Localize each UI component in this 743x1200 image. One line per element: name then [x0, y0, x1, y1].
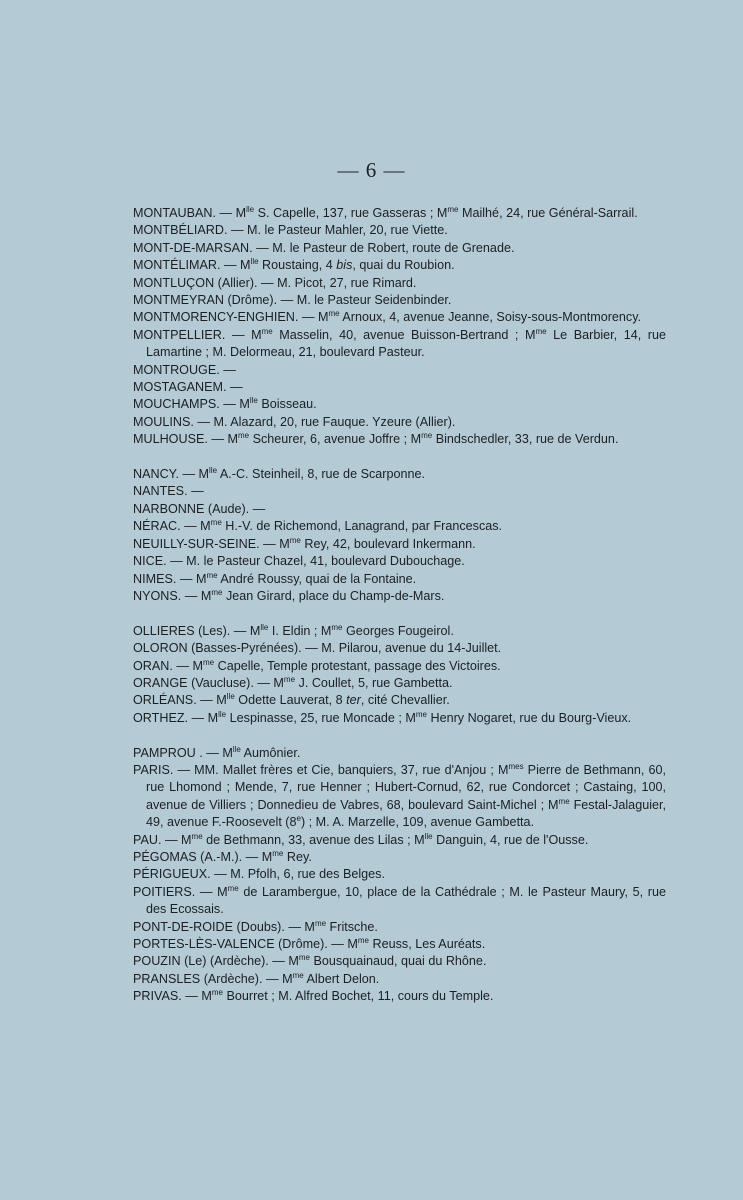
directory-entry: PÉRIGUEUX. — M. Pfolh, 6, rue des Belges.: [133, 867, 385, 882]
directory-entry: ORLÉANS. — $M^{lle}$ Odette Lauverat, 8 ter, cité Chevallier.: [133, 692, 450, 708]
directory-entry: PRANSLES (Ardèche). — $M^{me}$ Albert Delon.: [133, 970, 380, 986]
directory-entry: NIMES. — $M^{me}$ André Roussy, quai de la Fontaine.: [133, 570, 417, 586]
directory-entry: OLORON (Basses-Pyrénées). — M. Pilarou, avenue du 14-Juillet.: [133, 641, 502, 656]
directory-entry: POITIERS. — $M^{me}$ de Larambergue, 10, place de la Cathédrale ; M. le Pasteur Maury, 5, rue des Ecossais.: [133, 883, 666, 917]
directory-entry: MONTLUÇON (Allier). — M. Picot, 27, rue Rimard.: [133, 275, 417, 290]
directory-entry: POUZIN (Le) (Ardèche). — $M^{me}$ Bousquainaud, quai du Rhône.: [133, 953, 487, 969]
directory-entry: MOULINS. — M. Alazard, 20, rue Fauque. Yzeure (Allier).: [133, 414, 456, 429]
directory-entry: ORTHEZ. — $M^{lle}$ Lespinasse, 25, rue Moncade ; $M^{me}$ Henry Nogaret, rue du Bourg-Vieux.: [133, 709, 632, 725]
directory-entry: MONTROUGE. —: [133, 362, 236, 377]
directory-entry: PÉGOMAS (A.-M.). — $M^{me}$ Rey.: [133, 848, 312, 864]
directory-entry: NARBONNE (Aude). —: [133, 501, 266, 516]
directory-entries: [133, 205, 666, 1006]
directory-entry: MULHOUSE. — $M^{me}$ Scheurer, 6, avenue Joffre ; $M^{me}$ Bindschedler, 33, rue de Verdun.: [133, 431, 619, 447]
directory-entry: OLLIERES (Les). — $M^{lle}$ I. Eldin ; $M^{me}$ Georges Fougeirol.: [133, 622, 454, 638]
section-m: [133, 205, 666, 449]
directory-entry: MONTÉLIMAR. — $M^{lle}$ Roustaing, 4 bis, quai du Roubion.: [133, 257, 455, 273]
directory-entry: ORANGE (Vaucluse). — $M^{me}$ J. Coullet, 5, rue Gambetta.: [133, 674, 453, 690]
directory-entry: PARIS. — MM. Mallet frères et Cie, banquiers, 37, rue d'Anjou ; $M^{mes}$ Pierre de Bethmann, 60, rue Lhomond ; Mende, 7, rue Henner ; Hubert-Cornud, 62, rue Condorcet ; Castaing, 100, avenue de Villiers ; Donnedieu de Vabres, 68, boulevard Saint-Michel ; $M^{me}$ Festal-Jalaguier, 49, avenue F.-Roosevelt (8e) ; M. A. Marzelle, 109, avenue Gambetta.: [133, 761, 666, 830]
directory-entry: MONTPELLIER. — $M^{me}$ Masselin, 40, avenue Buisson-Bertrand ; $M^{me}$ Le Barbier, 14, rue Lamartine ; M. Delormeau, 21, boulevard Pasteur.: [133, 326, 666, 360]
directory-entry: NICE. — M. le Pasteur Chazel, 41, boulevard Dubouchage.: [133, 554, 465, 569]
directory-entry: MONTBÉLIARD. — M. le Pasteur Mahler, 20, rue Viette.: [133, 223, 448, 238]
section-p: [133, 745, 666, 1006]
section-n: [133, 466, 666, 605]
directory-entry: MONTMORENCY-ENGHIEN. — $M^{me}$ Arnoux, 4, avenue Jeanne, Soisy-sous-Montmorency.: [133, 309, 642, 325]
directory-entry: PONT-DE-ROIDE (Doubs). — $M^{me}$ Fritsche.: [133, 918, 378, 934]
directory-entry: NYONS. — $M^{me}$ Jean Girard, place du Champ-de-Mars.: [133, 587, 445, 603]
page-number: — 6 —: [337, 158, 406, 182]
directory-entry: PAU. — $M^{me}$ de Bethmann, 33, avenue des Lilas ; $M^{lle}$ Danguin, 4, rue de l'Ousse.: [133, 831, 589, 847]
directory-entry: MONT-DE-MARSAN. — M. le Pasteur de Robert, route de Grenade.: [133, 240, 515, 255]
directory-entry: NANTES. —: [133, 484, 204, 499]
directory-entry: NÉRAC. — $M^{me}$ H.-V. de Richemond, Lanagrand, par Francescas.: [133, 518, 503, 534]
directory-entry: MOUCHAMPS. — $M^{lle}$ Boisseau.: [133, 396, 317, 412]
directory-entry: PRIVAS. — $M^{me}$ Bourret ; M. Alfred Bochet, 11, cours du Temple.: [133, 988, 494, 1004]
directory-entry: MONTMEYRAN (Drôme). — M. le Pasteur Seidenbinder.: [133, 293, 452, 308]
directory-entry: PAMPROU . — $M^{lle}$ Aumônier.: [133, 744, 301, 760]
directory-entry: MONTAUBAN. — $M^{lle}$ S. Capelle, 137, rue Gasseras ; $M^{me}$ Mailhé, 24, rue Général-Sarrail.: [133, 205, 638, 220]
directory-entry: ORAN. — $M^{me}$ Capelle, Temple protestant, passage des Victoires.: [133, 657, 501, 673]
directory-entry: NANCY. — $M^{lle}$ A.-C. Steinheil, 8, rue de Scarponne.: [133, 466, 425, 482]
directory-entry: PORTES-LÈS-VALENCE (Drôme). — $M^{me}$ Reuss, Les Auréats.: [133, 936, 486, 952]
directory-entry: NEUILLY-SUR-SEINE. — $M^{me}$ Rey, 42, boulevard Inkermann.: [133, 535, 476, 551]
section-o: [133, 623, 666, 727]
directory-entry: MOSTAGANEM. —: [133, 380, 243, 395]
